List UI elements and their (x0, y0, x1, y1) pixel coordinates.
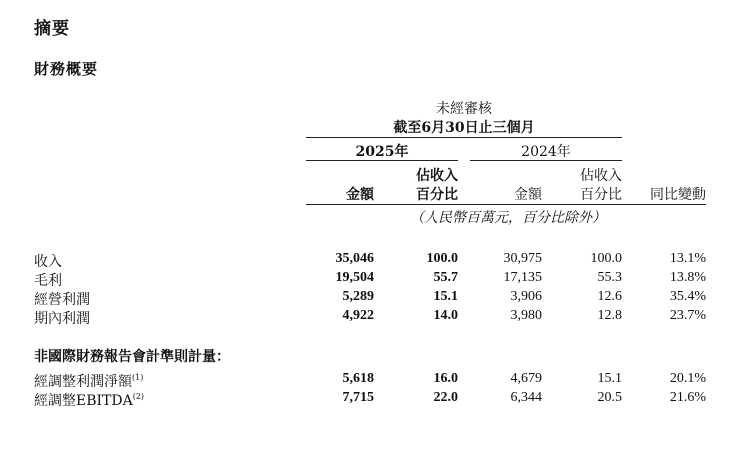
row-label (34, 371, 143, 391)
cell-yoy: 35.4% (669, 289, 706, 304)
row-label: 期內利潤 (34, 311, 90, 327)
period-label-line1: 未經審核 (436, 101, 492, 117)
year-2025-label: 2025年 (355, 144, 409, 160)
cell-yoy: 13.1% (669, 251, 706, 266)
col-pct-2025-line1: 佔收入 (416, 168, 458, 184)
cell-pct-2024: 12.8 (597, 308, 622, 323)
cell-amount-2025: 19,504 (335, 270, 374, 285)
cell-amount-2025: 35,046 (335, 251, 374, 266)
section-title: 財務概要 (34, 60, 99, 78)
cell-pct-2025: 55.7 (433, 270, 458, 285)
col-amount-2024: 金額 (514, 187, 542, 203)
header-rule-columns (306, 204, 706, 205)
header-rule-2025 (306, 160, 458, 161)
page-title: 摘要 (34, 19, 70, 39)
cell-pct-2025: 15.1 (433, 289, 458, 304)
header-rule-period (306, 137, 622, 138)
cell-yoy: 20.1% (669, 371, 706, 386)
col-pct-2024-line2: 百分比 (580, 187, 622, 203)
col-pct-2025-line2: 百分比 (416, 187, 458, 203)
cell-amount-2024: 6,344 (510, 390, 542, 405)
row-label: 毛利 (34, 273, 62, 289)
cell-pct-2025: 100.0 (426, 251, 458, 266)
row-label: 收入 (34, 254, 62, 270)
col-pct-2024-line1: 佔收入 (580, 168, 622, 184)
cell-pct-2024: 20.5 (597, 390, 622, 405)
header-rule-2024 (470, 160, 622, 161)
cell-pct-2025: 14.0 (433, 308, 458, 323)
cell-pct-2025: 22.0 (433, 390, 458, 405)
row-label (34, 390, 144, 410)
cell-amount-2025: 4,922 (342, 308, 374, 323)
cell-pct-2024: 100.0 (590, 251, 622, 266)
unit-note: （人民幣百萬元，百分比除外） (410, 210, 606, 226)
cell-yoy: 21.6% (669, 390, 706, 405)
cell-pct-2024: 15.1 (597, 371, 622, 386)
cell-pct-2025: 16.0 (433, 371, 458, 386)
col-yoy: 同比變動 (650, 187, 706, 203)
cell-amount-2024: 4,679 (510, 371, 542, 386)
year-2024-label: 2024年 (521, 144, 571, 160)
cell-pct-2024: 55.3 (597, 270, 622, 285)
footnote-marker: (2) (132, 392, 145, 401)
cell-amount-2024: 3,906 (510, 289, 542, 304)
cell-amount-2025: 5,618 (342, 371, 374, 386)
non-ifrs-heading: 非國際財務報告會計準則計量： (34, 349, 230, 365)
cell-pct-2024: 12.6 (597, 289, 622, 304)
cell-amount-2024: 3,980 (510, 308, 542, 323)
row-label-text: 經調整利潤淨額 (34, 374, 132, 390)
row-label-text: 經調整EBITDA (34, 393, 133, 409)
cell-amount-2024: 30,975 (503, 251, 542, 266)
cell-yoy: 13.8% (669, 270, 706, 285)
cell-amount-2025: 5,289 (342, 289, 374, 304)
cell-amount-2024: 17,135 (503, 270, 542, 285)
footnote-marker: (1) (132, 373, 144, 382)
period-label-line2: 截至6月30日止三個月 (393, 120, 535, 136)
cell-yoy: 23.7% (669, 308, 706, 323)
cell-amount-2025: 7,715 (342, 390, 374, 405)
row-label: 經營利潤 (34, 292, 90, 308)
col-amount-2025: 金額 (346, 187, 374, 203)
